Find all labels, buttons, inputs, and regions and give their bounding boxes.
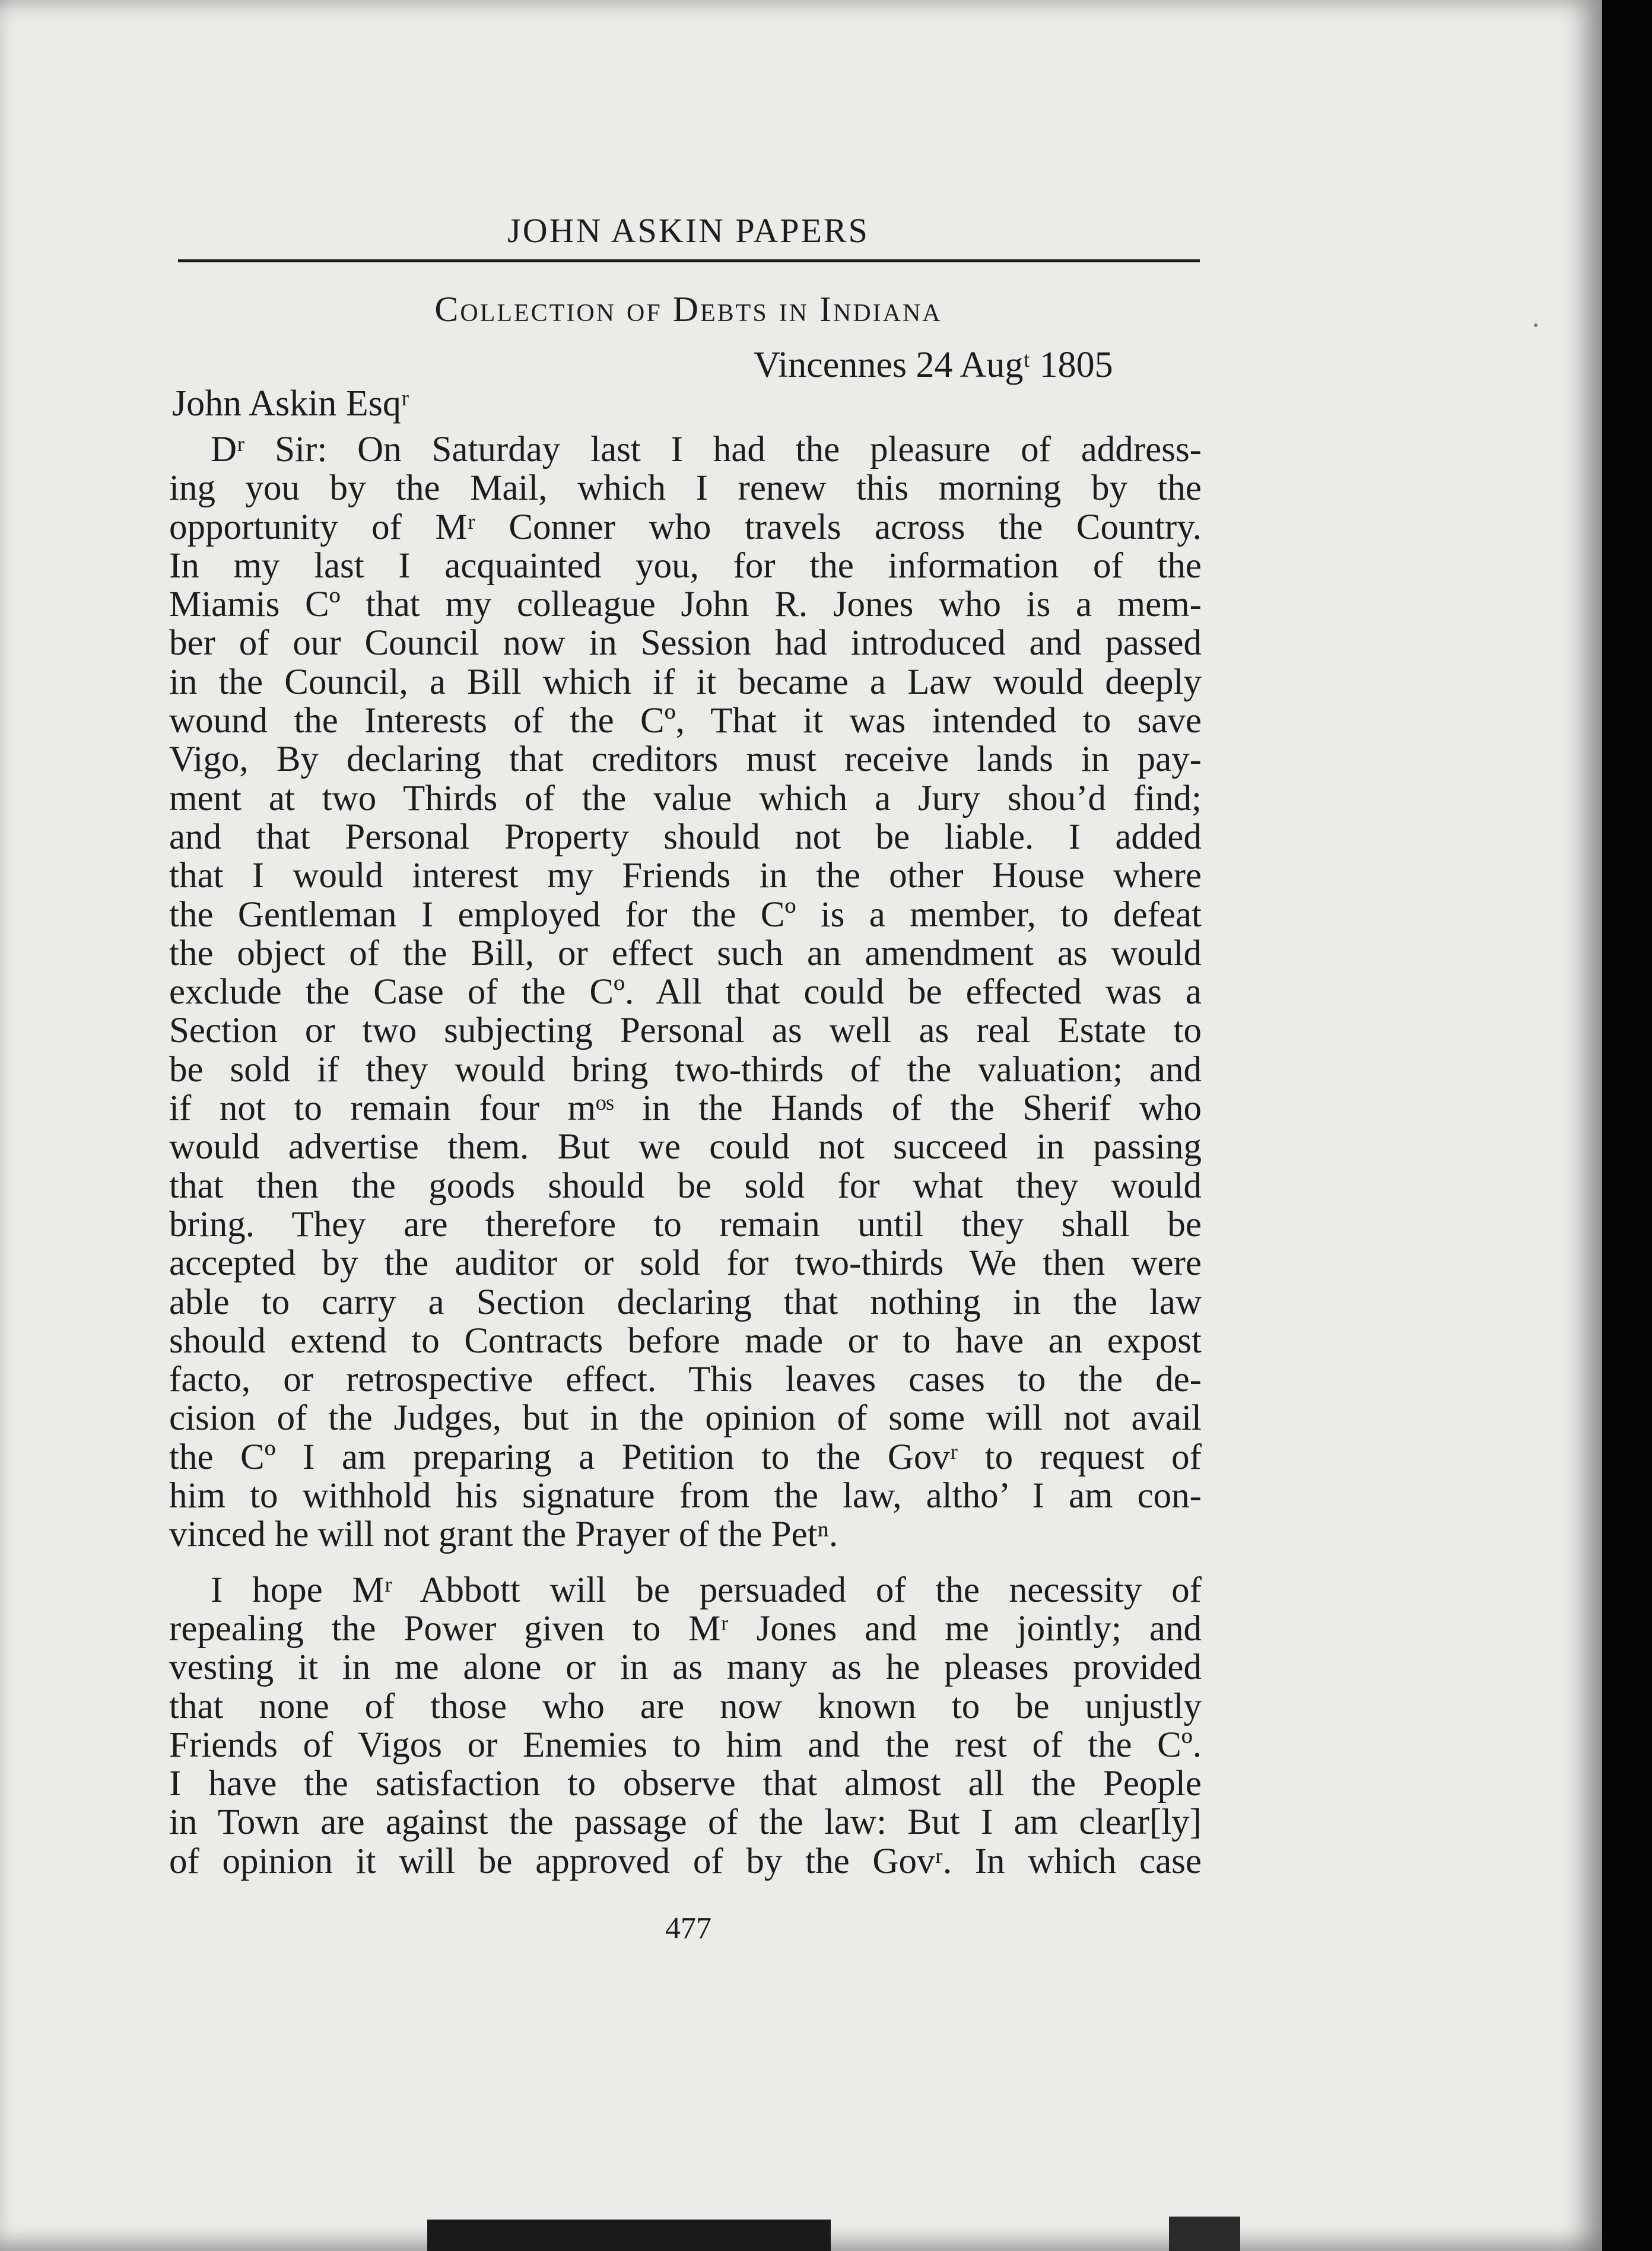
text-line: the Gentleman I employed for the Cº is a member, to defeat (169, 894, 1202, 935)
text-line: the object of the Bill, or effect such an amendment as would (169, 933, 1202, 973)
text-line: if not to remain four mᵒˢ in the Hands of the Sherif who (169, 1088, 1202, 1129)
text-line: I have the satisfaction to observe that almost all the People (169, 1764, 1202, 1804)
running-head-rule (178, 259, 1200, 262)
paragraph (169, 1571, 1202, 1881)
paragraph (169, 430, 1202, 1554)
text-line: bring. They are therefore to remain until they shall be (169, 1204, 1202, 1244)
text-line: Miamis Cº that my colleague John R. Jones who is a mem- (169, 585, 1202, 625)
text-line: ment at two Thirds of the value which a Jury shou’d find; (169, 778, 1202, 818)
scan-border (1602, 0, 1652, 2251)
text-line: repealing the Power given to Mʳ Jones and me jointly; and (169, 1608, 1202, 1649)
letter-body (169, 430, 1202, 1881)
text-line: that none of those who are now known to be unjustly (169, 1686, 1202, 1726)
text-line: in Town are against the passage of the law: But I am clear[ly] (169, 1802, 1202, 1843)
paper-speck (1534, 323, 1537, 327)
text-line: Friends of Vigos or Enemies to him and the rest of the Cº. (169, 1725, 1202, 1765)
text-line: Dʳ Sir: On Saturday last I had the pleasure of address- (211, 430, 1202, 469)
text-line: accepted by the auditor or sold for two-thirds We then were (169, 1243, 1202, 1284)
text-line: wound the Interests of the Cº, That it was intended to save (169, 701, 1202, 741)
text-line: opportunity of Mʳ Conner who travels across the Country. (169, 507, 1202, 547)
letter-salutation: John Askin Esqʳ (172, 383, 409, 424)
text-line: cision of the Judges, but in the opinion of some will not avail (169, 1398, 1202, 1439)
text-line: vinced he will not grant the Prayer of the Petⁿ. (169, 1515, 838, 1555)
text-line: the Cº I am preparing a Petition to the Govʳ to request of (169, 1437, 1202, 1477)
text-line: facto, or retrospective effect. This leaves cases to the de- (169, 1360, 1202, 1400)
text-line: would advertise them. But we could not succeed in passing (169, 1127, 1202, 1167)
text-line: Section or two subjecting Personal as well as real Estate to (169, 1011, 1202, 1051)
text-line: of opinion it will be approved of by the Govʳ. In which case (169, 1841, 1202, 1881)
text-line: exclude the Case of the Cº. All that could be effected was a (169, 972, 1202, 1012)
text-line: that I would interest my Friends in the other House where (169, 856, 1202, 896)
text-line: should extend to Contracts before made or to have an expost (169, 1320, 1202, 1361)
scan-bottom-shadow (427, 2220, 831, 2251)
text-line: in the Council, a Bill which if it became a Law would deeply (169, 662, 1202, 702)
text-line: able to carry a Section declaring that nothing in the law (169, 1282, 1202, 1322)
text-line: In my last I acquainted you, for the information of the (169, 545, 1202, 586)
text-line: I hope Mʳ Abbott will be persuaded of the necessity of (211, 1570, 1202, 1610)
scan-bottom-shadow-small (1169, 2217, 1240, 2251)
paragraph-gap (169, 1554, 1202, 1571)
running-head: JOHN ASKIN PAPERS (507, 211, 869, 250)
page-number: 477 (665, 1912, 711, 1945)
section-title: Collection of Debts in Indiana (434, 290, 942, 329)
text-line: and that Personal Property should not be liable. I added (169, 817, 1202, 857)
text-line: him to withhold his signature from the law, altho’ I am con- (169, 1476, 1202, 1516)
text-line: ing you by the Mail, which I renew this morning by the (169, 468, 1202, 509)
text-line: ber of our Council now in Session had introduced and passed (169, 623, 1202, 663)
text-line: that then the goods should be sold for what they would (169, 1166, 1202, 1206)
letter-dateline: Vincennes 24 Augᵗ 1805 (754, 345, 1113, 385)
text-line: vesting it in me alone or in as many as he pleases provided (169, 1647, 1202, 1688)
text-line: Vigo, By declaring that creditors must receive lands in pay- (169, 739, 1202, 780)
text-line: be sold if they would bring two-thirds of the valuation; and (169, 1049, 1202, 1090)
